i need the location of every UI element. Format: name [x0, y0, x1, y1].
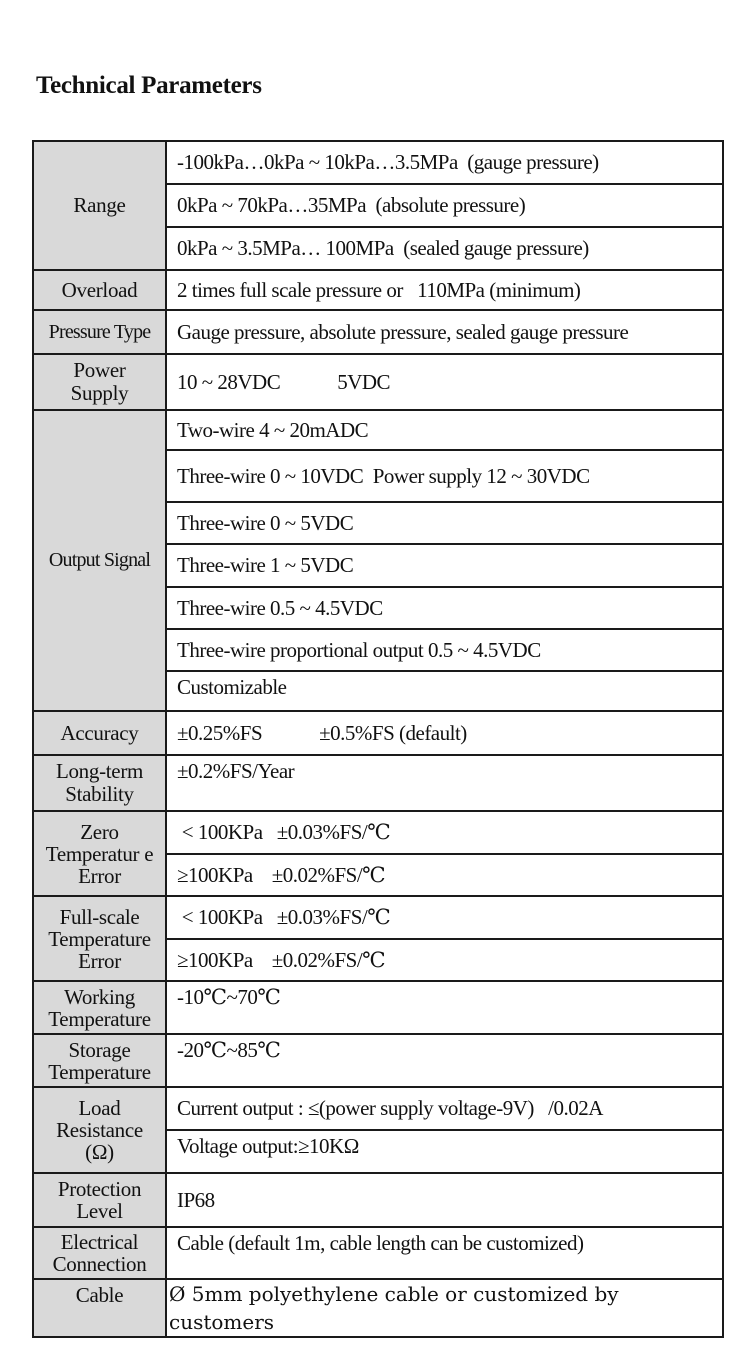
output-signal-value: Customizable	[166, 671, 723, 711]
output-signal-value: Three-wire 0 ~ 10VDC Power supply 12 ~ 30VDC	[166, 450, 723, 502]
output-signal-value: Three-wire proportional output 0.5 ~ 4.5VDC	[166, 629, 723, 671]
range-value-gauge: -100kPa…0kPa ~ 10kPa…3.5MPa (gauge pressure)	[166, 141, 723, 184]
storage-temperature-label: Storage Temperature	[33, 1034, 166, 1087]
zero-temperature-error-value: < 100KPa ±0.03%FS/℃	[166, 811, 723, 854]
range-value-absolute: 0kPa ~ 70kPa…35MPa (absolute pressure)	[166, 184, 723, 227]
load-resistance-value: Voltage output:≥10KΩ	[166, 1130, 723, 1173]
table-row	[33, 755, 723, 811]
full-scale-temperature-error-value: < 100KPa ±0.03%FS/℃	[166, 896, 723, 939]
working-temperature-value: -10℃~70℃	[166, 981, 723, 1034]
table-row	[33, 410, 723, 450]
accuracy-label: Accuracy	[33, 711, 166, 755]
power-supply-value: 10 ~ 28VDC 5VDC	[166, 354, 723, 410]
table-row	[33, 981, 723, 1034]
cable-label: Cable	[33, 1279, 166, 1337]
range-label: Range	[33, 141, 166, 270]
table-row	[33, 711, 723, 755]
stability-label: Long-term Stability	[33, 755, 166, 811]
overload-value: 2 times full scale pressure or 110MPa (minimum)	[166, 270, 723, 310]
pressure-type-label: Pressure Type	[33, 310, 166, 354]
output-signal-value: Two-wire 4 ~ 20mADC	[166, 410, 723, 450]
table-row	[33, 1279, 723, 1337]
output-signal-label: Output Signal	[33, 410, 166, 711]
technical-parameters-table	[32, 140, 724, 1338]
zero-temperature-error-value: ≥100KPa ±0.02%FS/℃	[166, 854, 723, 896]
table-row	[33, 1227, 723, 1279]
cable-value: Ø 5mm polyethylene cable or customized by customers	[166, 1279, 723, 1337]
output-signal-value: Three-wire 0.5 ~ 4.5VDC	[166, 587, 723, 629]
full-scale-temperature-error-label: Full-scale Temperature Error	[33, 896, 166, 981]
output-signal-value: Three-wire 0 ~ 5VDC	[166, 502, 723, 544]
table-row	[33, 141, 723, 184]
range-value-sealed: 0kPa ~ 3.5MPa… 100MPa (sealed gauge pressure)	[166, 227, 723, 270]
table-row	[33, 354, 723, 410]
protection-level-label: Protection Level	[33, 1173, 166, 1227]
storage-temperature-value: -20℃~85℃	[166, 1034, 723, 1087]
page-title: Technical Parameters	[36, 72, 262, 99]
output-signal-value: Three-wire 1 ~ 5VDC	[166, 544, 723, 587]
table-row	[33, 1173, 723, 1227]
zero-temperature-error-label: Zero Temperatur e Error	[33, 811, 166, 896]
power-supply-label: Power Supply	[33, 354, 166, 410]
accuracy-value: ±0.25%FS ±0.5%FS (default)	[166, 711, 723, 755]
load-resistance-label: Load Resistance (Ω)	[33, 1087, 166, 1173]
table-row	[33, 1087, 723, 1130]
overload-label: Overload	[33, 270, 166, 310]
protection-level-value: IP68	[166, 1173, 723, 1227]
pressure-type-value: Gauge pressure, absolute pressure, sealed gauge pressure	[166, 310, 723, 354]
electrical-connection-label: Electrical Connection	[33, 1227, 166, 1279]
working-temperature-label: Working Temperature	[33, 981, 166, 1034]
stability-value: ±0.2%FS/Year	[166, 755, 723, 811]
load-resistance-value: Current output : ≤(power supply voltage-9V) /0.02A	[166, 1087, 723, 1130]
full-scale-temperature-error-value: ≥100KPa ±0.02%FS/℃	[166, 939, 723, 981]
table-row	[33, 1034, 723, 1087]
table-row	[33, 270, 723, 310]
table-row	[33, 310, 723, 354]
electrical-connection-value: Cable (default 1m, cable length can be customized)	[166, 1227, 723, 1279]
table-row	[33, 896, 723, 939]
table-row	[33, 811, 723, 854]
